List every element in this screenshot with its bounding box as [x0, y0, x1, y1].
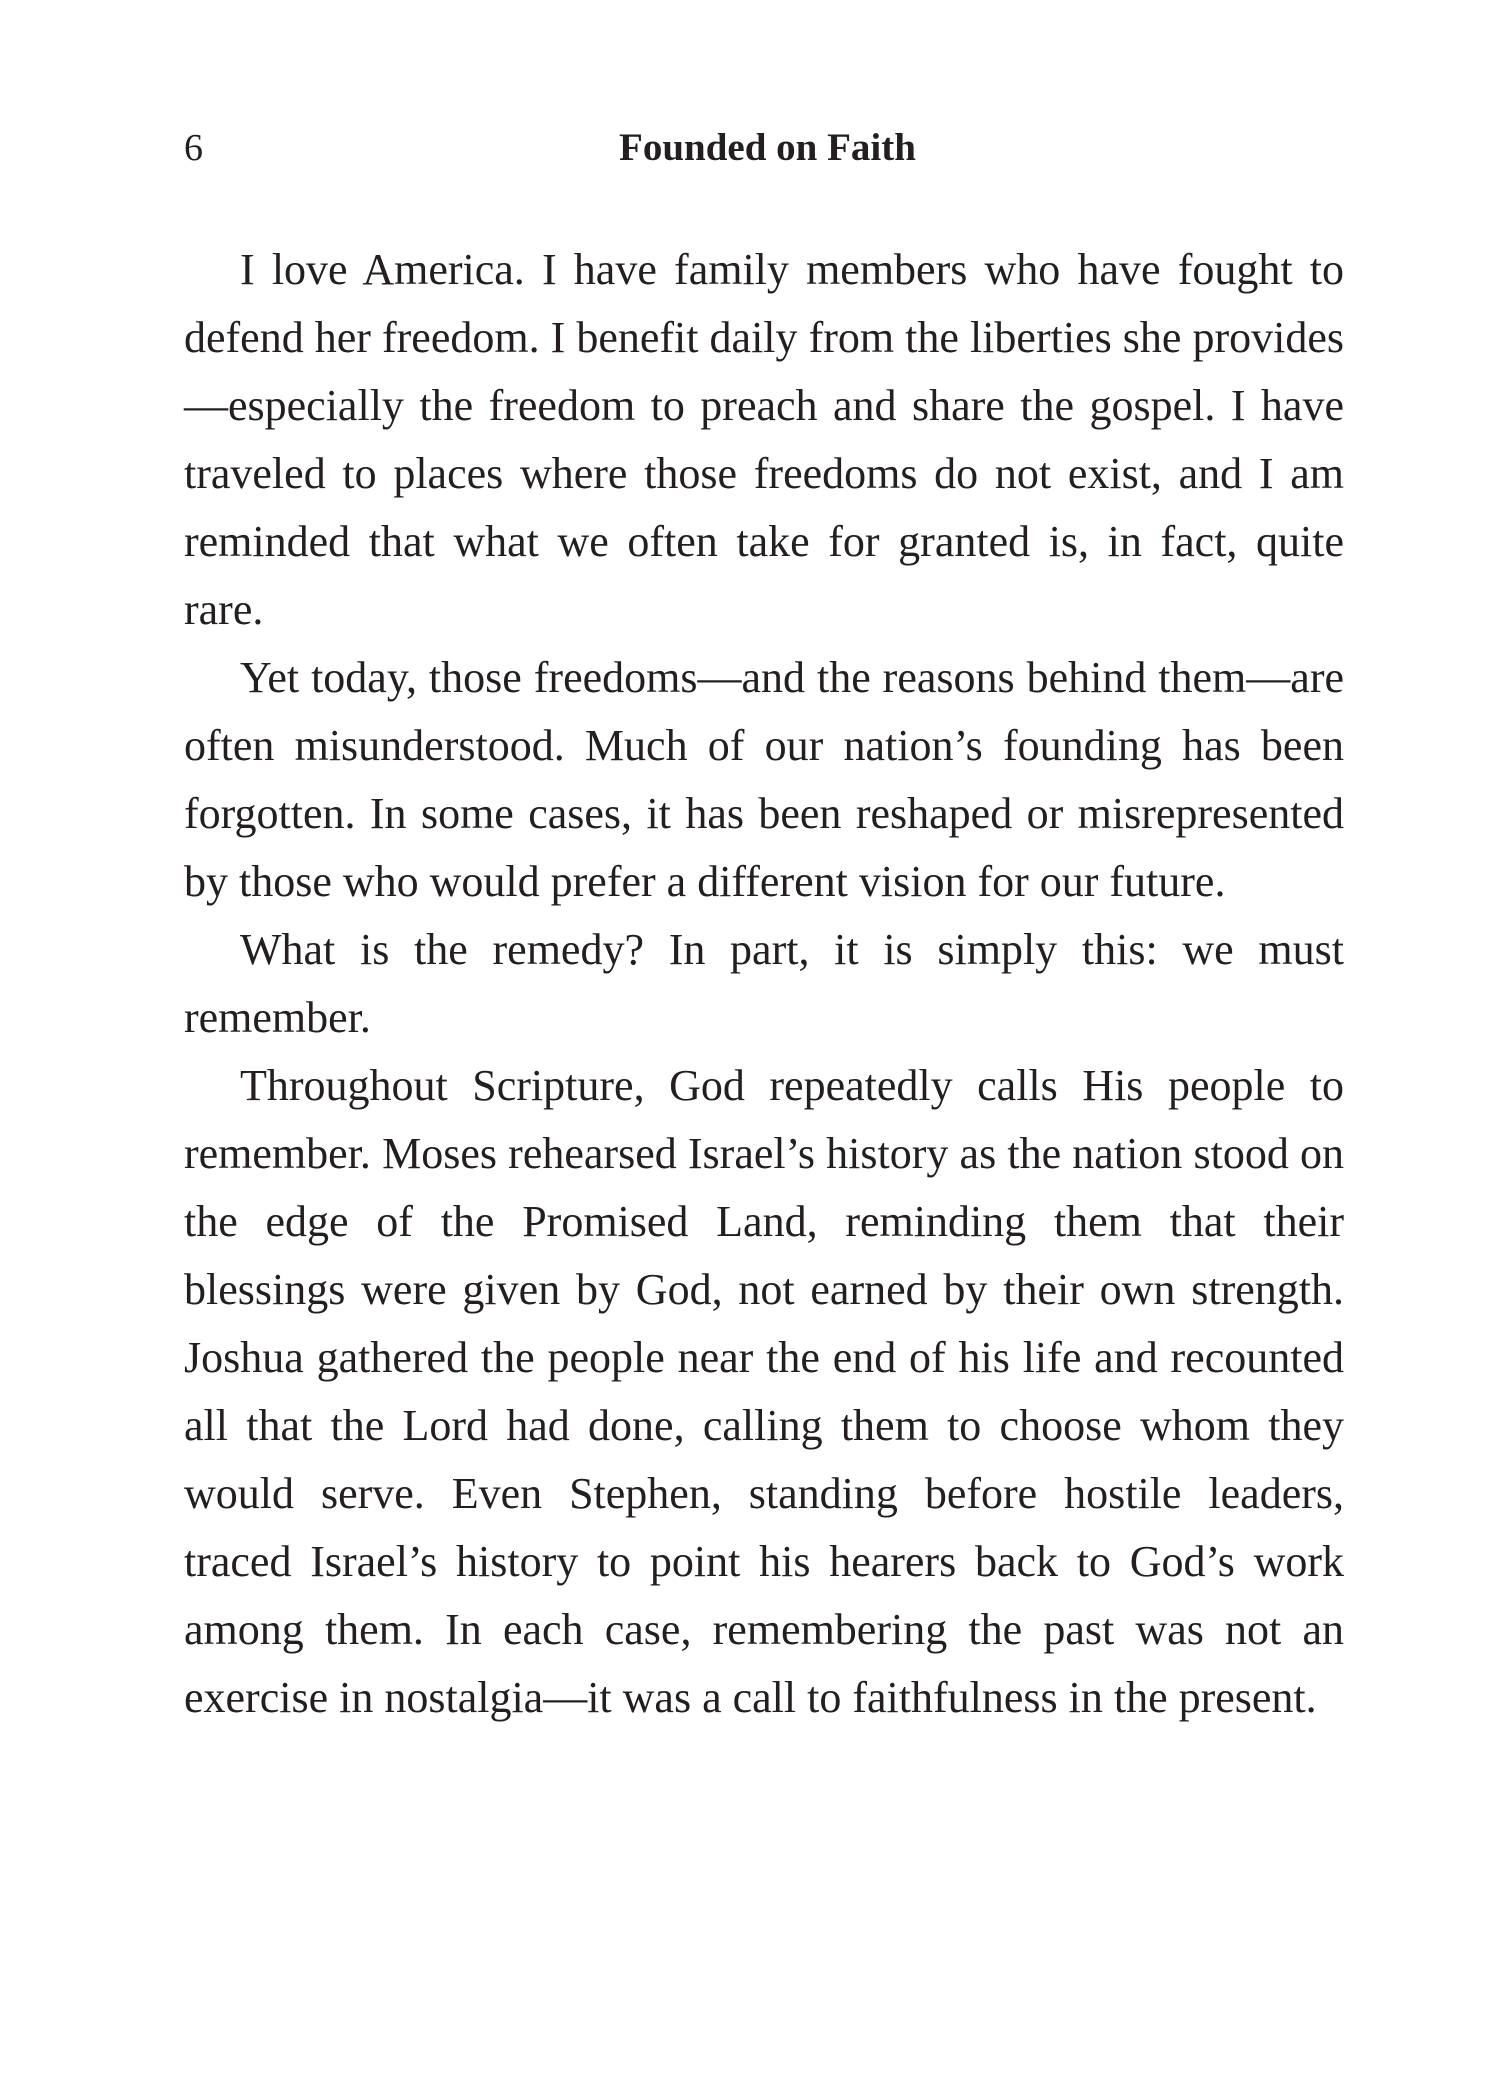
paragraph: Yet today, those freedoms—and the reasons behind them—are often misunderstood. Much of our nation’s founding has been forgotten. In some cases, it has been reshaped or misrepresented by those who would prefer a different vision for our future.: [184, 653, 1344, 906]
page-number: 6: [184, 127, 203, 169]
paragraph: What is the remedy? In part, it is simply this: we must remember.: [184, 925, 1344, 1042]
running-head-title: Founded on Faith: [619, 126, 916, 169]
body-text: [184, 236, 1344, 1732]
paragraph: Throughout Scripture, God repeatedly calls His people to remember. Moses rehearsed Israel’s history as the nation stood on the edge of the Promised Land, reminding them that their blessings were given by God, not earned by their own strength. Joshua gathered the people near the end of his life and recounted all that the Lord had done, calling them to choose whom they would serve. Even Stephen, standing before hostile leaders, traced Israel’s history to point his hearers back to God’s work among them. In each case, remembering the past was not an exercise in nostalgia—it was a call to faithfulness in the present.: [184, 1061, 1344, 1722]
paragraph: I love America. I have family members who have fought to defend her freedom. I benefit daily from the liberties she provides—especially the freedom to preach and share the gospel. I have traveled to places where those freedoms do not exist, and I am reminded that what we often take for granted is, in fact, quite rare.: [184, 245, 1344, 634]
